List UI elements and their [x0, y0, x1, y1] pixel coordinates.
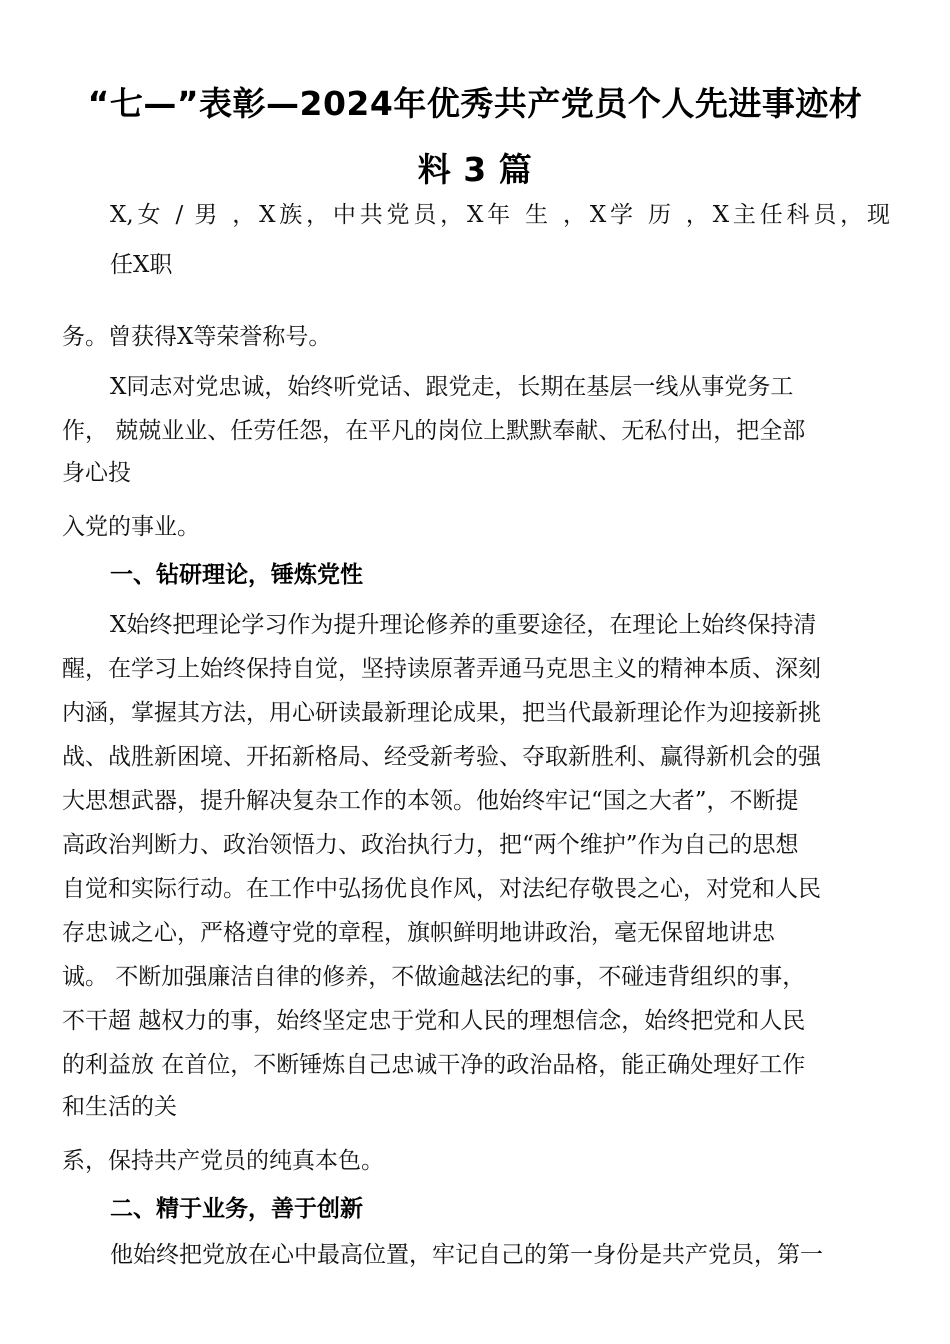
para1-line-3: 身心投 [62, 460, 131, 486]
section1-line-12: 和生活的关 [62, 1094, 177, 1120]
document-title-line-1: “七—”表彰—2024年优秀共产党员个人先进事迹材 [87, 84, 863, 123]
section2-heading: 二、精于业务，善于创新 [110, 1196, 363, 1222]
section1-line-8: 存忠诚之心，严格遵守党的章程，旗帜鲜明地讲政治，毫无保留地讲忠 [62, 920, 775, 946]
section1-line-13: 系，保持共产党员的纯真本色。 [62, 1148, 384, 1174]
section1-line-2: 醒，在学习上始终保持自觉，坚持读原著弄通马克思主义的精神本质、深刻 [62, 656, 821, 682]
section1-line-3: 内涵，掌握其方法，用心研读最新理论成果，把当代最新理论作为迎接新挑 [62, 700, 821, 726]
para1-line-1: X同志对党忠诚，始终听党话、跟党走，长期在基层一线从事党务工 [110, 374, 794, 400]
section1-heading: 一、钻研理论，锤炼党性 [110, 562, 363, 588]
para1-line-2: 作， 兢兢业业、任劳任怨，在平凡的岗位上默默奉献、无私付出，把全部 [62, 418, 806, 444]
intro-line-2: 任X职 [110, 252, 173, 278]
intro-line-1: X,女 / 男 ，X族，中共党员，X年 生 ，X学 历 ，X主任科员，现 [110, 202, 890, 228]
section1-line-5: 大思想武器，提升解决复杂工作的本领。他始终牢记“国之大者”，不断提 [62, 788, 799, 814]
section1-line-9: 诚。 不断加强廉洁自律的修养，不做逾越法纪的事，不碰违背组织的事， [62, 964, 806, 990]
intro-line-3: 务。曾获得X等荣誉称号。 [62, 324, 332, 350]
section2-line-1: 他始终把党放在心中最高位置，牢记自己的第一身份是共产党员，第一 [110, 1242, 823, 1268]
section1-line-11: 的利益放 在首位，不断锤炼自己忠诚干净的政治品格，能正确处理好工作 [62, 1052, 806, 1078]
section1-line-4: 战、战胜新困境、开拓新格局、经受新考验、夺取新胜利、赢得新机会的强 [62, 744, 821, 770]
para1-line-4: 入党的事业。 [62, 514, 200, 540]
section1-line-6: 高政治判断力、政治领悟力、政治执行力，把“两个维护”作为自己的思想 [62, 832, 799, 858]
document-title-line-2: 料 3 篇 [417, 150, 533, 189]
section1-line-7: 自觉和实际行动。在工作中弘扬优良作风，对法纪存敬畏之心，对党和人民 [62, 876, 821, 902]
section1-line-10: 不干超 越权力的事，始终坚定忠于党和人民的理想信念，始终把党和人民 [62, 1008, 806, 1034]
section1-line-1: X始终把理论学习作为提升理论修养的重要途径，在理论上始终保持清 [110, 612, 817, 638]
